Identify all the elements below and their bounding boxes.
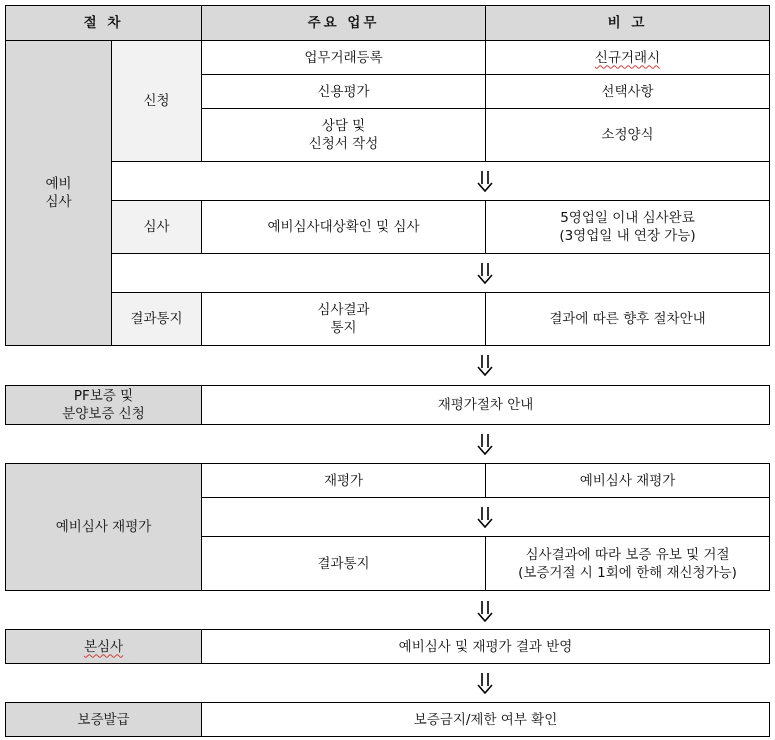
task-reevaluation: 재평가 <box>201 463 486 498</box>
double-down-arrow-icon <box>475 261 495 285</box>
note-new-transaction-text: 신규거래시 <box>594 49 661 66</box>
double-down-arrow-icon <box>475 505 495 529</box>
task-reevaluation-result: 결과통지 <box>201 536 486 591</box>
note-reevaluation: 예비심사 재평가 <box>485 463 770 498</box>
note-next-steps: 결과에 따른 향후 절차안내 <box>485 292 770 346</box>
substep-result-notice: 결과통지 <box>111 292 202 346</box>
step-issuance: 보증발급 <box>5 702 202 737</box>
task-review: 예비심사대상확인 및 심사 <box>201 200 486 254</box>
step-pf-guarantee <box>5 385 202 425</box>
step-pf-guarantee-label: PF보증 및 분양보증 신청 <box>62 388 145 422</box>
header-main-tasks: 주요 업무 <box>201 5 486 41</box>
substep-review: 심사 <box>111 200 202 254</box>
substep-application: 신청 <box>111 40 202 162</box>
step-preliminary-review: 예비 심사 <box>5 40 112 346</box>
note-guarantee-decision: 심사결과에 따라 보증 유보 및 거절 (보증거절 시 1회에 한해 재신청가능) <box>485 536 770 591</box>
note-prescribed-form: 소정양식 <box>485 108 770 162</box>
task-main-review: 예비심사 및 재평가 결과 반영 <box>201 629 770 664</box>
task-issuance-check: 보증금지/제한 여부 확인 <box>201 702 770 737</box>
note-new-transaction <box>485 40 770 75</box>
header-remarks: 비 고 <box>485 5 770 41</box>
arrow-row-2 <box>111 253 770 293</box>
note-review-period: 5영업일 이내 심사완료 (3영업일 내 연장 가능) <box>485 200 770 254</box>
task-credit-rating: 신용평가 <box>201 74 486 109</box>
step-main-review-label: 본심사 <box>83 638 124 655</box>
double-down-arrow-icon <box>475 169 495 193</box>
double-down-arrow-icon <box>475 353 495 377</box>
double-down-arrow-icon <box>475 671 495 695</box>
note-optional: 선택사항 <box>485 74 770 109</box>
task-consultation-application: 상담 및 신청서 작성 <box>201 108 486 162</box>
arrow-row-1 <box>111 161 770 201</box>
double-down-arrow-icon <box>475 432 495 456</box>
step-main-review <box>5 629 202 664</box>
header-procedure: 절 차 <box>5 5 202 41</box>
double-down-arrow-icon <box>475 599 495 623</box>
task-business-registration: 업무거래등록 <box>201 40 486 75</box>
task-reevaluation-guide: 재평가절차 안내 <box>201 385 770 425</box>
step-reevaluation: 예비심사 재평가 <box>5 463 202 591</box>
task-result-notice: 심사결과 통지 <box>201 292 486 346</box>
